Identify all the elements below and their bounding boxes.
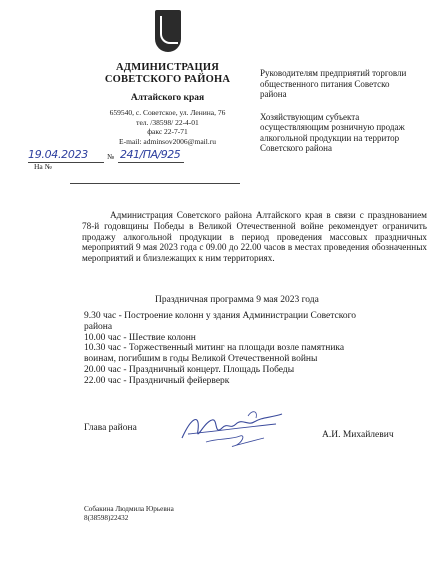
registration-number: 241/ПА/925 xyxy=(120,148,181,161)
recipients-block xyxy=(260,68,440,166)
recipient-line: района xyxy=(260,89,287,99)
registration-date: 19.04.2023 xyxy=(28,148,88,161)
executor-block xyxy=(84,505,174,523)
program-item: 10.00 час - Шествие колонн xyxy=(84,332,196,343)
reference-underline xyxy=(70,183,240,184)
recipient-line: Руководителям предприятий торговли xyxy=(260,68,407,78)
letter-body: Администрация Советского района Алтайского края в связи с празднованием 78-й годовщины Победы в Великой Отечественной войне рекомендует ограничить продажу алкогольной продукции в период проведения массовых праздничных мероприятий 9 мая 2023 года с 09.00 до 22.00 часов в местах проведения обозначенных мероприятий и близлежащих к ним территориях. xyxy=(82,210,427,264)
org-name-line2: СОВЕТСКОГО РАЙОНА xyxy=(104,74,231,85)
recipient-line: осуществляющим розничную продаж xyxy=(260,122,405,132)
sender-address: 659540, с. Советское, ул. Ленина, 76 xyxy=(109,108,226,117)
program-item: 22.00 час - Праздничный фейерверк xyxy=(84,375,230,386)
recipient-line: Хозяйствующим субъекта xyxy=(260,111,360,122)
org-region: Алтайского края xyxy=(130,93,205,103)
sender-fax: факс 22-7-71 xyxy=(147,127,188,136)
org-name-line1: АДМИНИСТРАЦИЯ xyxy=(116,62,219,73)
signatory-name: А.И. Михайлевич xyxy=(322,430,394,440)
executor-phone: 8(38598)22432 xyxy=(84,514,129,522)
sender-block xyxy=(90,62,245,146)
coat-of-arms-emblem xyxy=(155,10,181,52)
sender-phone: тел. /38598/ 22-4-01 xyxy=(136,117,199,127)
signatory-position: Глава района xyxy=(84,423,137,433)
program-list xyxy=(84,311,374,387)
registration-number-sign: № xyxy=(107,152,115,161)
recipient-line: алкогольной продукции на территор xyxy=(260,132,400,143)
recipient-line: общественного питания Советско xyxy=(260,78,390,89)
number-underline xyxy=(118,162,184,163)
handwritten-signature xyxy=(178,408,288,450)
registration-line xyxy=(28,148,238,168)
program-title: Праздничная программа 9 мая 2023 года xyxy=(155,295,319,305)
program-item: 10.30 час - Торжественный митинг на площади возле памятника воинам, погибшим в годы Великой Отечественной войны xyxy=(84,343,345,365)
sender-email: E-mail: adminsov2006@mail.ru xyxy=(119,136,216,146)
program-item: 9.30 час - Построение колонн у здания Администрации Советского района xyxy=(84,311,357,332)
program-item: 20.00 час - Праздничный концерт. Площадь Победы xyxy=(84,364,295,375)
reference-number-label: На № xyxy=(34,162,52,171)
executor-name: Собакина Людмила Юрьевна xyxy=(84,505,174,513)
recipient-line: Советского района xyxy=(260,143,332,153)
